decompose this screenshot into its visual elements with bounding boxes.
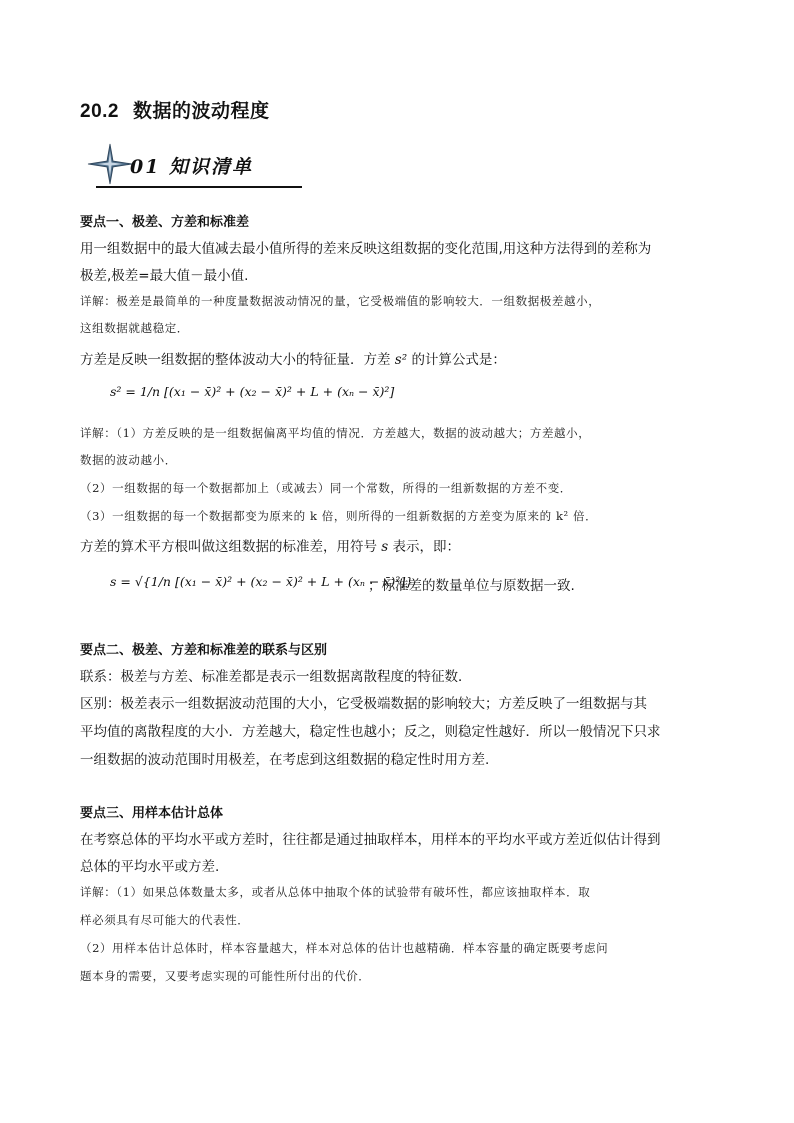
banner-label: 01 知识清单 bbox=[130, 156, 254, 178]
section1-note2: 这组数据就越稳定． bbox=[80, 321, 189, 335]
sparkle-star-icon bbox=[86, 142, 134, 186]
section1-line1: 用一组数据中的最大值减去最小值所得的差来反映这组数据的变化范围,用这种方法得到的差称为 bbox=[80, 241, 652, 257]
stddev-formula-tail: ；标准差的数量单位与原数据一致. bbox=[368, 578, 575, 594]
section3-note2: 样必须具有尽可能大的代表性． bbox=[80, 913, 250, 927]
stddev-intro bbox=[80, 535, 460, 555]
variance-note1: 详解：（1）方差反映的是一组数据偏离平均值的情况．方差越大，数据的波动越大；方差越小， bbox=[80, 426, 591, 440]
section3-line2: 总体的平均水平或方差. bbox=[80, 859, 220, 875]
section-title: 数据的波动程度 bbox=[132, 101, 270, 122]
section-number: 20.2 bbox=[80, 101, 119, 122]
variance-formula: s² = 1/n [(x₁ − x̄)² + (x₂ − x̄)² + L + (xₙ − x̄)²] bbox=[110, 384, 395, 399]
section2-line2: 区别：极差表示一组数据波动范围的大小，它受极端数据的影响较大；方差反映了一组数据与其 bbox=[80, 696, 647, 712]
section2-heading: 要点二、极差、方差和标准差的联系与区别 bbox=[80, 643, 328, 658]
variance-note3: （2）一组数据的每一个数据都加上（或减去）同一个常数，所得的一组新数据的方差不变． bbox=[80, 481, 572, 495]
section3-heading: 要点三、用样本估计总体 bbox=[80, 806, 224, 821]
variance-intro bbox=[80, 348, 506, 368]
knowledge-banner bbox=[86, 142, 302, 190]
stddev-formula: s = √{1/n [(x₁ − x̄)² + (x₂ − x̄)² + L + (xₙ − x̄)²]} bbox=[110, 574, 414, 589]
variance-note2: 数据的波动越小． bbox=[80, 453, 177, 467]
section3-note4: 题本身的需要，又要考虑实现的可能性所付出的代价． bbox=[80, 969, 371, 983]
section1-note1: 详解：极差是最简单的一种度量数据波动情况的量，它受极端值的影响较大．一组数据极差越小， bbox=[80, 294, 601, 308]
variance-intro-tail: 的计算公式是： bbox=[411, 352, 506, 368]
banner-underline bbox=[96, 186, 302, 188]
page-title bbox=[80, 96, 270, 123]
stddev-symbol: s bbox=[381, 539, 389, 555]
stddev-intro-text: 方差的算术平方根叫做这组数据的标准差，用符号 bbox=[80, 539, 377, 555]
section2-line3: 平均值的离散程度的大小．方差越大，稳定性也越小；反之，则稳定性越好．所以一般情况下只求 bbox=[80, 724, 661, 740]
section3-note1: 详解：（1）如果总体数量太多，或者从总体中抽取个体的试验带有破坏性，都应该抽取样本．取 bbox=[80, 885, 591, 899]
section1-heading: 要点一、极差、方差和标准差 bbox=[80, 215, 250, 230]
variance-symbol: s² bbox=[394, 352, 408, 368]
section3-line1: 在考察总体的平均水平或方差时，往往都是通过抽取样本，用样本的平均水平或方差近似估计得到 bbox=[80, 832, 661, 848]
section2-line4: 一组数据的波动范围时用极差，在考虑到这组数据的稳定性时用方差. bbox=[80, 752, 490, 768]
variance-intro-text: 方差是反映一组数据的整体波动大小的特征量．方差 bbox=[80, 352, 391, 368]
section2-line1: 联系：极差与方差、标准差都是表示一组数据离散程度的特征数． bbox=[80, 669, 472, 685]
section3-note3: （2）用样本估计总体时，样本容量越大，样本对总体的估计也越精确．样本容量的确定既要考虑问 bbox=[80, 941, 609, 955]
section1-line2: 极差,极差=最大值－最小值. bbox=[80, 268, 249, 284]
stddev-intro-tail: 表示，即： bbox=[392, 539, 461, 555]
variance-note4: （3）一组数据的每一个数据都变为原来的 k 倍，则所得的一组新数据的方差变为原来的 k² 倍． bbox=[80, 509, 598, 523]
